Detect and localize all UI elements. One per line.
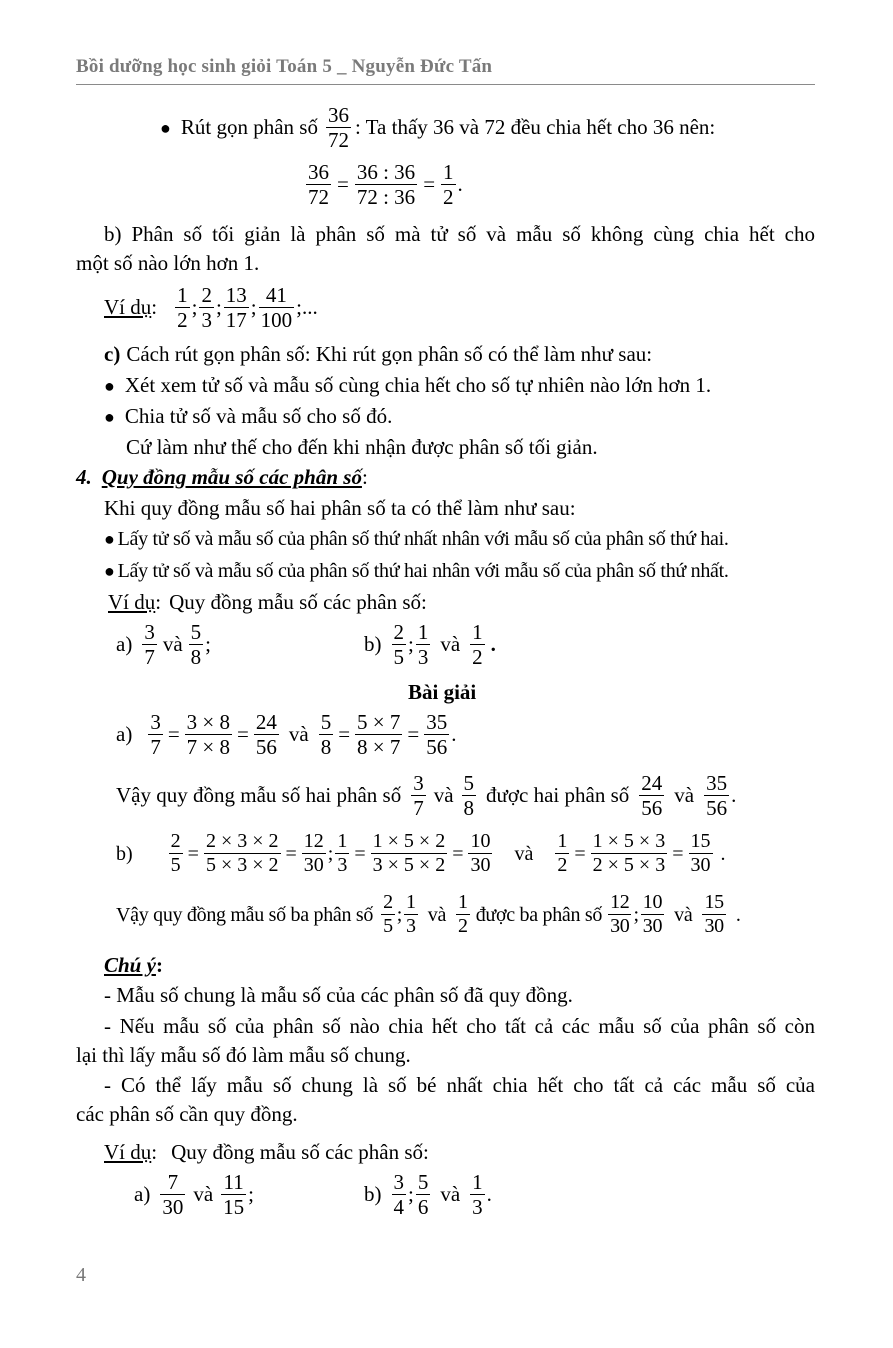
paragraph-line: - Nếu mẫu số của phân số nào chia hết cho tất cả các mẫu số của phân số còn <box>104 1014 815 1038</box>
solution-a: a) 3 7 = 3 × 8 7 × 8 = 24 56 và 5 8 = 5 × 7 8 × 7 = 35 56 . <box>116 710 457 760</box>
fraction: 1 2 <box>443 160 454 210</box>
fraction: 36 72 <box>327 103 349 153</box>
conclusion-a: Vậy quy đồng mẫu số hai phân số 3 7 và 5 8 được hai phân số 24 56 và 35 56 . <box>116 771 737 821</box>
page-number: 4 <box>76 1264 86 1286</box>
fraction: 36 72 <box>308 160 329 210</box>
bullet-icon: ● <box>104 561 115 581</box>
bullet-icon: ● <box>160 117 171 138</box>
bullet-icon: ● <box>104 375 115 396</box>
bullet-item: ● Chia tử số và mẫu số cho số đó. <box>104 404 393 428</box>
text: : Ta thấy 36 và 72 đều chia hết cho 36 nên: <box>354 115 716 140</box>
paragraph-line: - Mẫu số chung là mẫu số của các phân số đã quy đồng. <box>104 983 573 1007</box>
paragraph-line: một số nào lớn hơn 1. <box>76 251 260 275</box>
example-heading: Ví dụ : Quy đồng mẫu số các phân số: <box>108 590 427 614</box>
paragraph-line: Khi quy đồng mẫu số hai phân số ta có thể làm như sau: <box>104 496 576 520</box>
header-rule <box>76 84 815 85</box>
example-label: Ví dụ <box>104 295 152 320</box>
solution-heading: Bài giải <box>408 680 477 704</box>
fraction: 41 100 <box>260 283 293 333</box>
method-heading: c) Cách rút gọn phân số: Khi rút gọn phân số có thể làm như sau: <box>104 342 653 366</box>
bullet-item: ● Xét xem tử số và mẫu số cùng chia hết cho số tự nhiên nào lớn hơn 1. <box>104 373 712 397</box>
example-irreducible: Ví dụ : 1 2 ; 2 3 ; 13 17 ; 41 100 ;... <box>104 283 318 333</box>
bullet-icon: ● <box>104 529 115 549</box>
running-header: Bồi dưỡng học sinh giỏi Toán 5 _ Nguyễn Đức Tấn <box>76 56 493 77</box>
conclusion-b: Vậy quy đồng mẫu số ba phân số 2 5 ; 1 3 và 1 2 được ba phân số 12 30 ; 10 30 và 15 30 . <box>116 891 741 937</box>
exercise-b: b) 3 4 ; 5 6 và 1 3 . <box>364 1170 492 1220</box>
note-heading: Chú ý : <box>104 953 163 977</box>
bullet-icon: ● <box>104 406 115 427</box>
simplify-example-line <box>160 103 715 152</box>
paragraph-line: Cứ làm như thế cho đến khi nhận được phân số tối giản. <box>126 435 598 459</box>
fraction: 1 2 <box>177 283 188 333</box>
exercise-a: a) 7 30 và 11 15 ; <box>134 1170 254 1220</box>
section-heading: 4. Quy đồng mẫu số các phân số : <box>76 465 368 489</box>
solution-b: b) 2 5 = 2 × 3 × 2 5 × 3 × 2 = 12 30 ; 1 3 = 1 × 5 × 2 3 × 5 × 2 = 10 30 và 1 2 = 1 × 5 × 3 2 × 5 × 3 = 15 30 . <box>116 830 726 876</box>
bullet-item: ● Lấy tử số và mẫu số của phân số thứ hai nhân với mẫu số của phân số thứ nhất. <box>104 560 729 582</box>
text: Rút gọn phân số <box>180 115 318 140</box>
exercise-a: a) 3 7 và 5 8 ; <box>116 620 211 670</box>
bullet-item: ● Lấy tử số và mẫu số của phân số thứ nhất nhân với mẫu số của phân số thứ hai. <box>104 528 729 550</box>
paragraph-line: các phân số cần quy đồng. <box>76 1102 298 1126</box>
simplify-equation: 36 72 = 36 : 36 72 : 36 = 1 2 . <box>308 160 463 210</box>
paragraph-line: - Có thể lấy mẫu số chung là số bé nhất chia hết cho tất cả các mẫu số của <box>104 1073 815 1097</box>
fraction: 13 17 <box>225 283 247 333</box>
paragraph-line: b) Phân số tối giản là phân số mà tử số và mẫu số không cùng chia hết cho <box>104 222 815 246</box>
exercise-b: b) 2 5 ; 1 3 và 1 2 . <box>364 620 496 670</box>
fraction: 36 : 36 72 : 36 <box>356 160 416 210</box>
paragraph-line: lại thì lấy mẫu số đó làm mẫu số chung. <box>76 1043 411 1067</box>
example-heading: Ví dụ : Quy đồng mẫu số các phân số: <box>104 1140 429 1164</box>
fraction: 2 3 <box>201 283 212 333</box>
